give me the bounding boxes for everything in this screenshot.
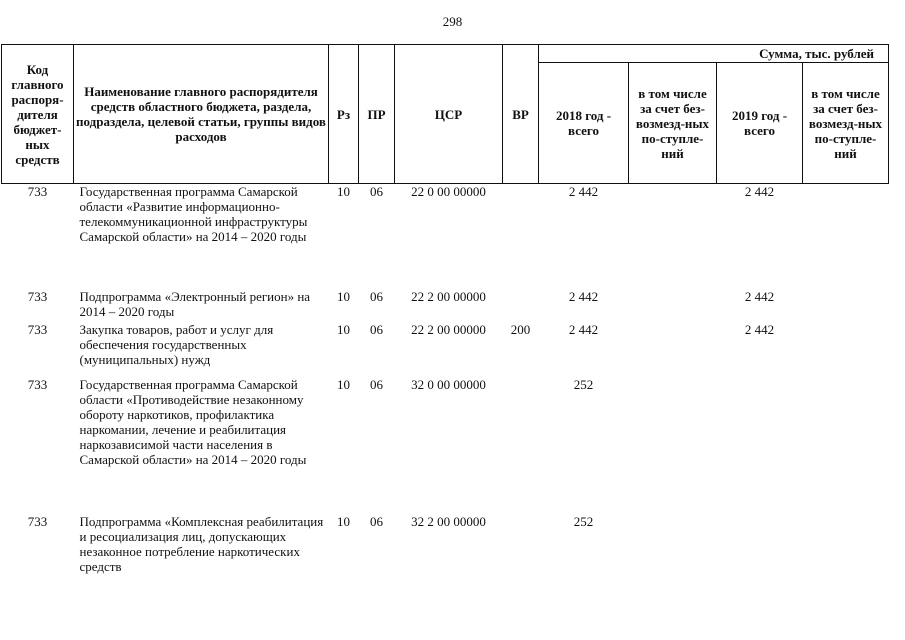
cell-rz: 10 (337, 184, 350, 199)
cell-name: Подпрограмма «Электронный регион» на 2014 – 2020 годы (79, 288, 311, 319)
cell-2019-free (803, 322, 889, 377)
cell-vr (503, 514, 539, 584)
cell-code: 733 (27, 321, 48, 337)
cell-csr: 32 0 00 00000 (411, 376, 486, 392)
header-name: Наименование главного распорядителя средств областного бюджета, раздела, подраздела, целевой статьи, группы видов расходов (74, 45, 329, 184)
cell-2018-free (629, 289, 717, 322)
table-row (2, 514, 889, 584)
table-row (2, 289, 889, 322)
cell-2019-total: 2 442 (744, 321, 775, 337)
cell-csr: 22 2 00 00000 (411, 288, 486, 304)
cell-2018-total: 2 442 (568, 288, 599, 304)
cell-2018-free (629, 377, 717, 514)
cell-code: 733 (27, 376, 48, 392)
cell-code: 733 (27, 513, 48, 529)
cell-2018-total: 2 442 (568, 321, 599, 337)
header-vr: ВР (503, 45, 539, 184)
cell-2018-free (629, 322, 717, 377)
cell-pr: 06 (370, 288, 383, 304)
header-csr: ЦСР (395, 45, 503, 184)
cell-vr (503, 184, 539, 289)
cell-2019-total: 2 442 (744, 184, 775, 199)
budget-table (1, 44, 889, 584)
table-row (2, 322, 889, 377)
cell-name: Государственная программа Самарской области «Развитие информационно-телекоммуникационной инфраструктуры Самарской области» на 2014 – 2020 годы (79, 184, 308, 244)
cell-2018-total: 252 (573, 513, 594, 529)
cell-rz: 10 (337, 288, 350, 304)
table-row (2, 184, 889, 289)
table-row (2, 377, 889, 514)
cell-2019-free (803, 514, 889, 584)
cell-2019-total (717, 514, 803, 584)
cell-rz: 10 (337, 513, 350, 529)
cell-code: 733 (27, 184, 48, 199)
cell-2019-free (803, 377, 889, 514)
cell-pr: 06 (370, 513, 383, 529)
cell-vr (503, 377, 539, 514)
cell-vr: 200 (510, 321, 531, 337)
cell-name: Государственная программа Самарской области «Противодействие незаконному обороту наркотиков, профилактика наркомании, лечение и реабилитация наркозависимой части населения в Самарской области» на 2014 – 2020 годы (79, 376, 307, 467)
cell-rz: 10 (337, 321, 350, 337)
cell-code: 733 (27, 288, 48, 304)
cell-2019-total: 2 442 (744, 288, 775, 304)
header-2019-free: в том числе за счет без-возмезд-ных по-ступле-ний (803, 63, 889, 184)
cell-pr: 06 (370, 376, 383, 392)
cell-csr: 22 0 00 00000 (411, 184, 486, 199)
cell-pr: 06 (370, 321, 383, 337)
cell-csr: 32 2 00 00000 (411, 513, 486, 529)
cell-csr: 22 2 00 00000 (411, 321, 486, 337)
cell-2018-free (629, 184, 717, 289)
page-number: 298 (442, 14, 463, 29)
cell-name: Подпрограмма «Комплексная реабилитация и ресоциализация лиц, допускающих незаконное потребление наркотических средств (79, 513, 324, 574)
header-2018-free: в том числе за счет без-возмезд-ных по-ступле-ний (629, 63, 717, 184)
budget-table-container (1, 44, 889, 584)
table-header (2, 45, 889, 184)
cell-2019-free (803, 184, 889, 289)
header-sum: Сумма, тыс. рублей (539, 45, 889, 63)
cell-name: Закупка товаров, работ и услуг для обеспечения государственных (муниципальных) нужд (79, 321, 274, 367)
header-2018-total: 2018 год - всего (539, 63, 629, 184)
table-body (2, 184, 889, 584)
cell-2018-free (629, 514, 717, 584)
cell-2019-total (717, 377, 803, 514)
cell-rz: 10 (337, 376, 350, 392)
cell-pr: 06 (370, 184, 383, 199)
header-rz: Рз (329, 45, 359, 184)
cell-2018-total: 2 442 (568, 184, 599, 199)
header-2019-total: 2019 год - всего (717, 63, 803, 184)
header-code: Код главного распоря-дителя бюджет-ных средств (2, 45, 74, 184)
cell-vr (503, 289, 539, 322)
header-pr: ПР (359, 45, 395, 184)
cell-2019-free (803, 289, 889, 322)
cell-2018-total: 252 (573, 376, 594, 392)
